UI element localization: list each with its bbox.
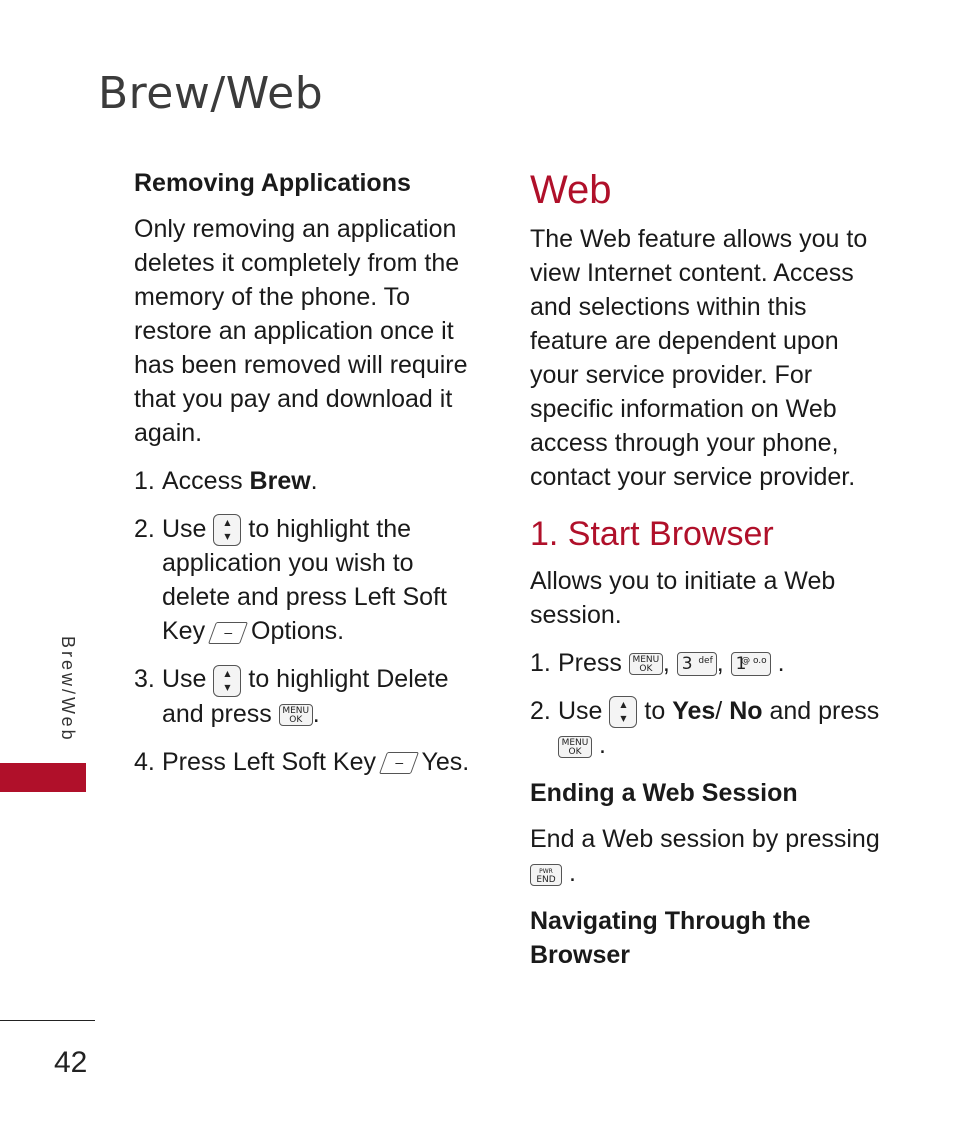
nav-key-icon: ▲ ▼ bbox=[213, 665, 241, 697]
side-label: Brew/Web bbox=[58, 636, 78, 743]
footer-rule bbox=[0, 1020, 95, 1021]
left-soft-key-icon: – bbox=[208, 622, 248, 644]
left-soft-key-icon: – bbox=[379, 752, 419, 774]
separator: , bbox=[716, 649, 724, 677]
step-text: to highlight the application you wish to delete and press Left Soft Key bbox=[162, 515, 447, 646]
nav-key-icon: ▲ ▼ bbox=[609, 696, 637, 728]
left-column bbox=[134, 166, 484, 793]
step-number: 1. bbox=[530, 649, 551, 677]
left-step-2 bbox=[134, 512, 484, 648]
key-1-icon: 1 @ o.o bbox=[731, 652, 771, 676]
ending-session-heading: Ending a Web Session bbox=[530, 779, 798, 808]
nav-key-icon: ▲ ▼ bbox=[213, 514, 241, 546]
step-text: Yes. bbox=[421, 747, 470, 776]
right-step-2 bbox=[530, 694, 880, 762]
yes-option: Yes bbox=[672, 697, 716, 725]
step-text: Use bbox=[558, 697, 603, 725]
step-number: 1. bbox=[134, 467, 155, 495]
step-text: to bbox=[644, 697, 666, 725]
step-text: Press Left Soft Key bbox=[162, 747, 376, 776]
slash: / bbox=[715, 697, 723, 725]
step-text: . bbox=[312, 699, 320, 728]
step-number: 2. bbox=[134, 515, 155, 543]
step-end: . bbox=[777, 649, 785, 677]
end-key-icon: PWR END bbox=[530, 864, 562, 886]
step-text: Press bbox=[558, 649, 622, 677]
left-step-1 bbox=[134, 464, 484, 498]
step-text: Use bbox=[162, 515, 207, 543]
navigating-heading: Navigating Through the Browser bbox=[530, 907, 811, 970]
right-column bbox=[530, 166, 880, 984]
start-browser-heading: 1. Start Browser bbox=[530, 515, 774, 553]
start-browser-desc: Allows you to initiate a Web session. bbox=[530, 567, 836, 629]
menu-ok-key-icon: MENU OK bbox=[279, 704, 313, 726]
step-text: to highlight Delete and press bbox=[162, 665, 449, 728]
step-end: . bbox=[598, 731, 606, 760]
right-step-1 bbox=[530, 646, 880, 680]
menu-ok-key-icon: MENU OK bbox=[629, 653, 663, 675]
ending-session-text bbox=[530, 822, 880, 890]
step-number: 2. bbox=[530, 697, 551, 725]
step-number: 3. bbox=[134, 665, 155, 694]
key-3-icon: 3 def bbox=[677, 652, 717, 676]
no-option: No bbox=[729, 697, 763, 725]
left-step-3 bbox=[134, 662, 484, 730]
web-intro: The Web feature allows you to view Internet content. Access and selections within this feature are dependent upon your service provider. For specific information on Web access through your phone, contact your service provider. bbox=[530, 225, 868, 491]
web-title: Web bbox=[530, 168, 612, 212]
separator: , bbox=[662, 649, 670, 677]
page-number: 42 bbox=[54, 1046, 88, 1079]
step-bold: Brew bbox=[249, 467, 311, 495]
ending-end: . bbox=[568, 859, 576, 888]
step-text: and press bbox=[769, 697, 880, 725]
ending-text: End a Web session by pressing bbox=[530, 825, 880, 854]
step-text: Use bbox=[162, 665, 207, 694]
menu-ok-key-icon: MENU OK bbox=[558, 736, 592, 758]
left-step-4 bbox=[134, 745, 484, 779]
side-tab bbox=[0, 763, 86, 792]
step-text: Access bbox=[162, 467, 250, 495]
step-text: . bbox=[310, 467, 318, 495]
step-number: 4. bbox=[134, 747, 155, 776]
removing-applications-heading: Removing Applications bbox=[134, 169, 411, 197]
page-header: Brew/Web bbox=[98, 68, 324, 119]
step-text: Options. bbox=[251, 617, 345, 646]
removing-intro: Only removing an application deletes it completely from the memory of the phone. To restore an application once it has been removed will require that you pay and download it again. bbox=[134, 215, 468, 447]
